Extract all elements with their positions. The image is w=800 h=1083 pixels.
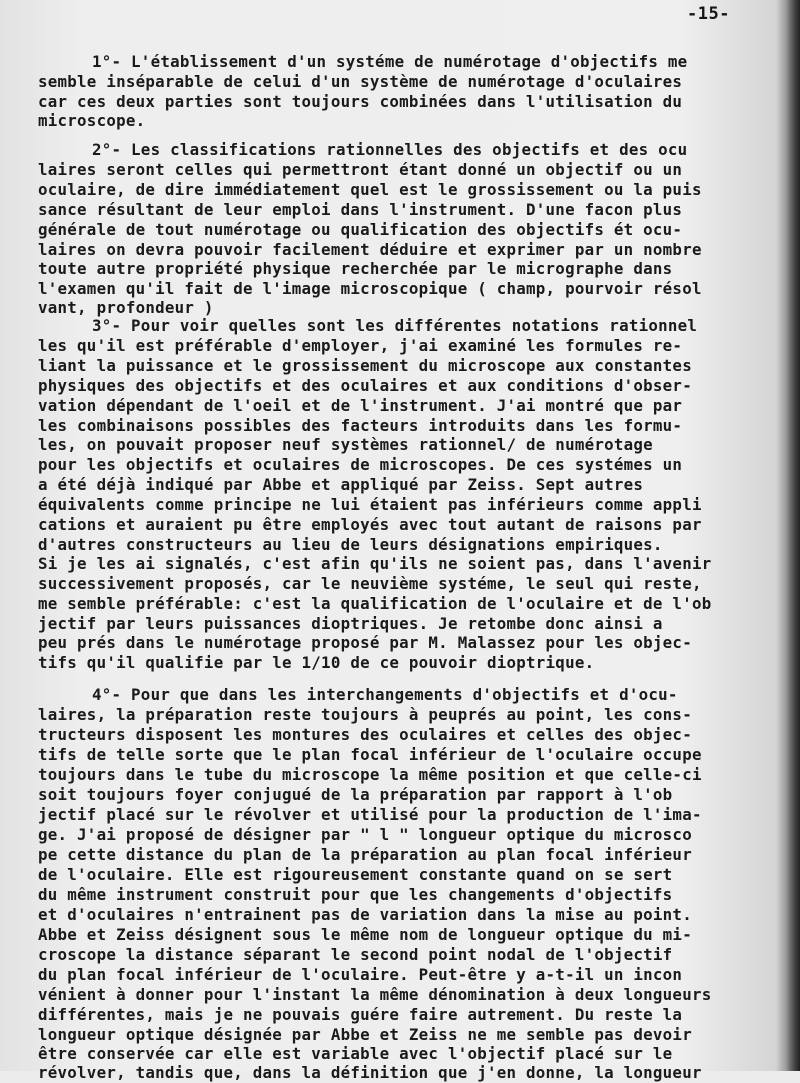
page-number: -15- xyxy=(687,4,730,24)
page-edge-shadow xyxy=(786,0,800,1071)
text-line: être conservée car elle est variable avec l'objectif placé sur le xyxy=(38,1044,673,1063)
text-line: Abbe et Zeiss désignent sous le même nom de longueur optique du mi- xyxy=(38,925,692,944)
text-line: tructeurs disposent les montures des oculaires et celles des objec- xyxy=(38,725,692,744)
text-line: 4°- Pour que dans les interchangements d'objectifs et d'ocu- xyxy=(92,685,678,704)
text-line: tifs qu'il qualifie par le 1/10 de ce pouvoir dioptrique. xyxy=(38,653,595,672)
text-line: a été déjà indiqué par Abbe et appliqué par Zeiss. Sept autres xyxy=(38,475,644,494)
text-line: toute autre propriété physique recherchée par le micrographe dans xyxy=(38,259,673,278)
text-line: liant la puissance et le grossissement du microscope aux constantes xyxy=(38,356,692,375)
text-line: différentes, mais je ne pouvais guére faire autrement. Du reste la xyxy=(38,1005,683,1024)
text-line: tifs de telle sorte que le plan focal inférieur de l'oculaire occupe xyxy=(38,745,702,764)
text-line: croscope la distance séparant le second point nodal de l'objectif xyxy=(38,945,673,964)
text-line: d'autres constructeurs au lieu de leurs désignations empiriques. xyxy=(38,535,663,554)
text-line: vant, profondeur ) xyxy=(38,298,214,317)
text-line: les qu'il est préférable d'employer, j'ai examiné les formules re- xyxy=(38,336,683,355)
text-line: vation dépendant de l'oeil et de l'instrument. J'ai montré que par xyxy=(38,396,683,415)
text-line: les combinaisons possibles des facteurs introduits dans les formu- xyxy=(38,416,683,435)
text-line: les, on pouvait proposer neuf systèmes rationnel/ de numérotage xyxy=(38,435,653,454)
text-line: révolver, tandis que, dans la définition que j'en donne, la longueur xyxy=(38,1063,702,1082)
text-line: sance résultant de leur emploi dans l'instrument. D'une facon plus xyxy=(38,200,683,219)
text-line: successivement proposés, car le neuvième systéme, le seul qui reste, xyxy=(38,574,702,593)
text-line: pour les objectifs et oculaires de microscopes. De ces systémes un xyxy=(38,455,683,474)
text-line: pe cette distance du plan de la préparation au plan focal inférieur xyxy=(38,845,692,864)
text-line: toujours dans le tube du microscope la même position et que celle-ci xyxy=(38,765,702,784)
text-line: oculaire, de dire immédiatement quel est le grossissement ou la puis xyxy=(38,180,702,199)
text-line: l'examen qu'il fait de l'image microscopique ( champ, pourvoir résol xyxy=(38,279,702,298)
text-line: laires seront celles qui permettront étant donné un objectif ou un xyxy=(38,160,683,179)
text-line: du plan focal inférieur de l'oculaire. Peut-être y a-t-il un incon xyxy=(38,965,683,984)
text-line: de l'oculaire. Elle est rigoureusement constante quand on se sert xyxy=(38,865,673,884)
text-line: microscope. xyxy=(38,111,146,130)
text-line: physiques des objectifs et des oculaires et aux conditions d'obser- xyxy=(38,376,692,395)
text-line: ge. J'ai proposé de désigner par " l " longueur optique du microsco xyxy=(38,825,692,844)
text-line: et d'oculaires n'entrainent pas de variation dans la mise au point. xyxy=(38,905,692,924)
text-line: Si je les ai signalés, c'est afin qu'ils ne soient pas, dans l'avenir xyxy=(38,554,712,573)
text-line: semble inséparable de celui d'un système de numérotage d'oculaires xyxy=(38,72,683,91)
text-line: 1°- L'établissement d'un systéme de numérotage d'objectifs me xyxy=(92,52,688,71)
text-line: peu prés dans le numérotage proposé par M. Malassez pour les objec- xyxy=(38,633,692,652)
text-line: jectif par leurs puissances dioptriques. Je retombe donc ainsi a xyxy=(38,614,663,633)
text-line: 3°- Pour voir quelles sont les différentes notations rationnel xyxy=(92,316,698,335)
text-line: laires on devra pouvoir facilement déduire et exprimer par un nombre xyxy=(38,240,702,259)
text-line: me semble préférable: c'est la qualification de l'oculaire et de l'ob xyxy=(38,594,712,613)
text-line: équivalents comme principe ne lui étaient pas inférieurs comme appli xyxy=(38,495,702,514)
text-line: longueur optique désignée par Abbe et Zeiss ne me semble pas devoir xyxy=(38,1025,692,1044)
text-line: jectif placé sur le révolver et utilisé pour la production de l'ima- xyxy=(38,805,702,824)
text-line: 2°- Les classifications rationnelles des objectifs et des ocu xyxy=(92,140,688,159)
text-line: laires, la préparation reste toujours à peuprés au point, les cons- xyxy=(38,705,692,724)
text-line: générale de tout numérotage ou qualification des objectifs ét ocu- xyxy=(38,220,683,239)
text-line: car ces deux parties sont toujours combinées dans l'utilisation du xyxy=(38,92,683,111)
text-line: soit toujours foyer conjugué de la préparation par rapport à l'ob xyxy=(38,785,673,804)
text-line: cations et auraient pu être employés avec tout autant de raisons par xyxy=(38,515,702,534)
text-line: du même instrument construit pour que les changements d'objectifs xyxy=(38,885,673,904)
text-line: vénient à donner pour l'instant la même dénomination à deux longueurs xyxy=(38,985,712,1004)
